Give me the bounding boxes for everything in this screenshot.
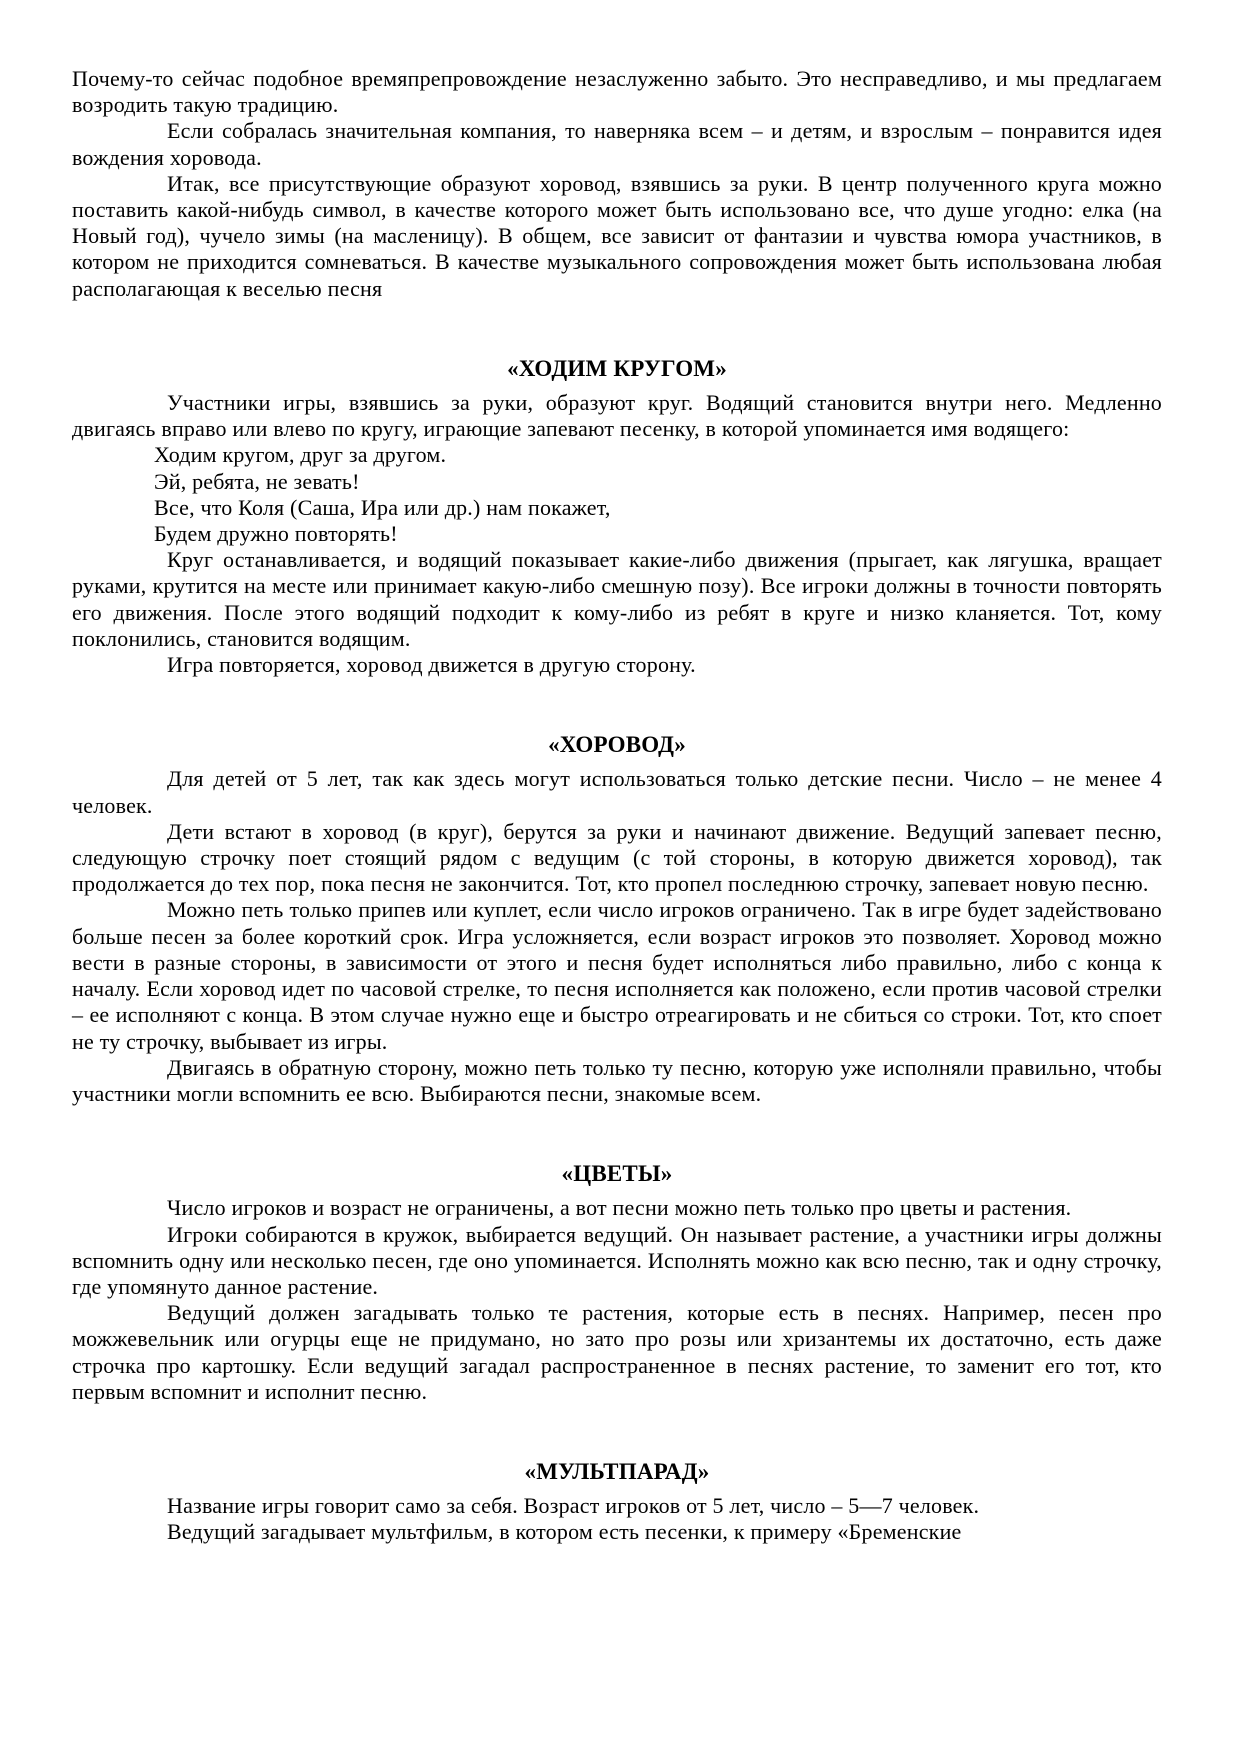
- paragraph: Итак, все присутствующие образуют хоровод, взявшись за руки. В центр полученного круга можно поставить какой-нибудь символ, в качестве которого может быть использовано все, что душе угодно: елка (на Новый год), чучело зимы (на масленицу). В общем, все зависит от фантазии и чувства юмора участников, в котором не приходится сомневаться. В качестве музыкального сопровождения может быть использована любая располагающая к веселью песня: [72, 170, 1162, 301]
- paragraph: Участники игры, взявшись за руки, образуют круг. Водящий становится внутри него. Медленно двигаясь вправо или влево по кругу, играющие запевают песенку, в которой упоминается имя водящего:: [72, 390, 1162, 442]
- paragraph: Ведущий загадывает мультфильм, в котором есть песенки, к примеру «Бременские: [167, 1519, 962, 1545]
- paragraph: Круг останавливается, и водящий показывает какие-либо движения (прыгает, как лягушка, вращает руками, крутится на месте или принимает какую-либо смешную позу). Все игроки должны в точности повторять его движения. После этого водящий подходит к кому-либо из ребят в круге и низко кланяется. Тот, кому поклонились, становится водящим.: [72, 547, 1162, 651]
- paragraph: Почему-то сейчас подобное времяпрепровождение незаслуженно забыто. Это несправедливо, и мы предлагаем возродить такую традицию.: [72, 66, 1162, 118]
- paragraph: Игра повторяется, хоровод движется в другую сторону.: [167, 652, 696, 678]
- section-heading: «ХОДИМ КРУГОМ»: [507, 355, 727, 381]
- section-heading: «МУЛЬТПАРАД»: [524, 1458, 710, 1484]
- paragraph: Можно петь только припев или куплет, если число игроков ограничено. Так в игре будет задействовано больше песен за более короткий срок. Игра усложняется, если возраст игроков это позволяет. Хоровод можно вести в разные стороны, в зависимости от этого и песня будет исполняться либо правильно, либо с конца к началу. Если хоровод идет по часовой стрелке, то песня исполняется как положено, если против часовой стрелки – ее исполняют с конца. В этом случае нужно еще и быстро отреагировать и не сбиться со строки. Тот, кто споет не ту строчку, выбывает из игры.: [72, 897, 1162, 1054]
- verse-line: Будем дружно повторять!: [154, 521, 398, 547]
- verse-line: Все, что Коля (Саша, Ира или др.) нам покажет,: [154, 494, 611, 520]
- section-heading: «ХОРОВОД»: [548, 732, 686, 758]
- paragraph: Число игроков и возраст не ограничены, а вот песни можно петь только про цветы и растения.: [167, 1195, 1072, 1221]
- verse-line: Эй, ребята, не зевать!: [154, 468, 360, 494]
- document-content: [72, 66, 1162, 1546]
- paragraph: Игроки собираются в кружок, выбирается ведущий. Он называет растение, а участники игры должны вспомнить одну или несколько песен, где оно упоминается. Исполнять можно как всю песню, так и одну строчку, где упомянуто данное растение.: [72, 1221, 1162, 1299]
- paragraph: Ведущий должен загадывать только те растения, которые есть в песнях. Например, песен про можжевельник или огурцы еще не придумано, но зато про розы или хризантемы их достаточно, есть даже строчка про картошку. Если ведущий загадал распространенное в песнях растение, то заменит его тот, кто первым вспомнит и исполнит песню.: [72, 1300, 1162, 1404]
- paragraph: Для детей от 5 лет, так как здесь могут использоваться только детские песни. Число – не менее 4 человек.: [72, 766, 1162, 818]
- paragraph: Двигаясь в обратную сторону, можно петь только ту песню, которую уже исполняли правильно, чтобы участники могли вспомнить ее всю. Выбираются песни, знакомые всем.: [72, 1054, 1162, 1106]
- paragraph: Если собралась значительная компания, то наверняка всем – и детям, и взрослым – понравится идея вождения хоровода.: [72, 118, 1162, 170]
- verse-line: Ходим кругом, друг за другом.: [154, 442, 447, 468]
- paragraph: Название игры говорит само за себя. Возраст игроков от 5 лет, число – 5—7 человек.: [167, 1493, 980, 1519]
- paragraph: Дети встают в хоровод (в круг), берутся за руки и начинают движение. Ведущий запевает песню, следующую строчку поет стоящий рядом с ведущим (с той стороны, в которую движется хоровод), так продолжается до тех пор, пока песня не закончится. Тот, кто пропел последнюю строчку, запевает новую песню.: [72, 818, 1162, 897]
- section-heading: «ЦВЕТЫ»: [561, 1161, 673, 1187]
